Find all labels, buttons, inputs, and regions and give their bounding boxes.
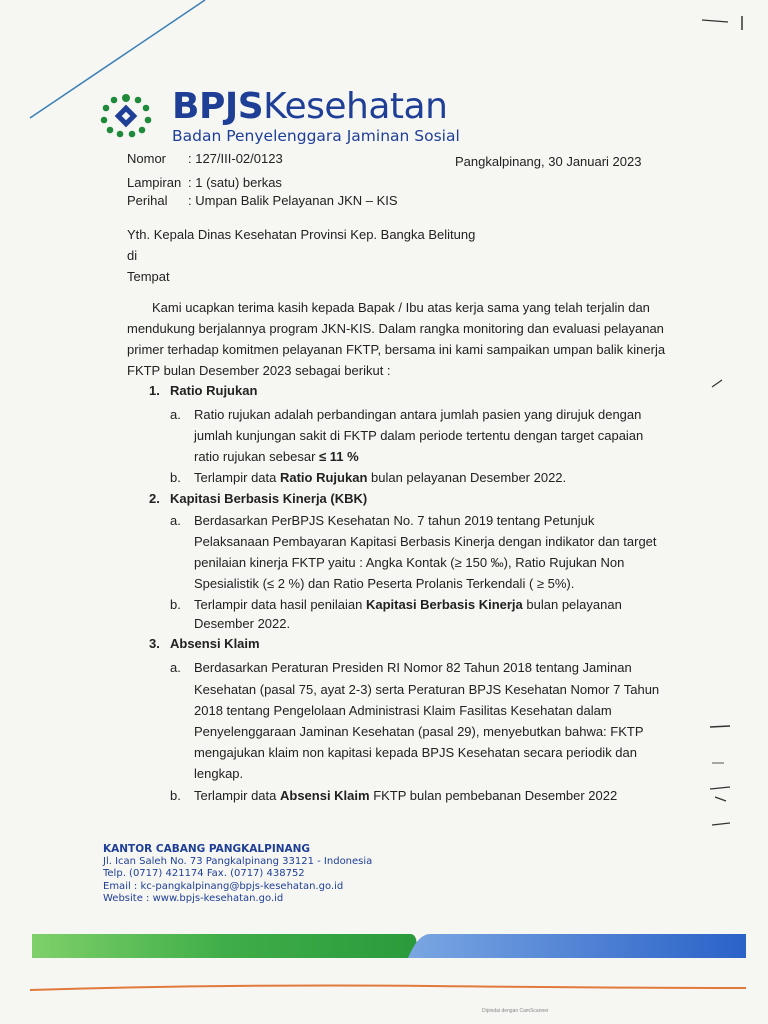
section1-a-line1: Ratio rujukan adalah perbandingan antara jumlah pasien yang dirujuk dengan xyxy=(194,407,642,422)
intro-line4: FKTP bulan Desember 2023 sebagai berikut : xyxy=(127,363,391,378)
margin-marks xyxy=(690,0,768,860)
section1-b-label: b. xyxy=(170,470,181,485)
recipient-line3: Tempat xyxy=(127,269,170,284)
section1-b-post: bulan pelayanan Desember 2022. xyxy=(367,470,567,485)
section1-target: ≤ 11 % xyxy=(319,449,359,464)
section3-b-pre: Terlampir data xyxy=(194,788,280,803)
section2-b-post: bulan pelayanan xyxy=(522,597,622,612)
section3-a-line2: Kesehatan (pasal 75, ayat 2-3) serta Peraturan BPJS Kesehatan Nomor 7 Tahun xyxy=(194,682,660,697)
intro-line3: primer terhadap komitmen pelayanan FKTP, bersama ini kami sampaikan umpan balik kinerja xyxy=(127,342,666,357)
section3-a-line1: Berdasarkan Peraturan Presiden RI Nomor 82 Tahun 2018 tentang Jaminan xyxy=(194,660,632,675)
section2-a-line4: Spesialistik (≤ 2 %) dan Ratio Peserta Prolanis Terkendali ( ≥ 5%). xyxy=(194,576,575,591)
section1-b-bold: Ratio Rujukan xyxy=(279,470,368,485)
perihal-value: : Umpan Balik Pelayanan JKN – KIS xyxy=(188,193,398,208)
section2-a-label: a. xyxy=(170,513,181,528)
section1-a-line2: jumlah kunjungan sakit di FKTP dalam periode tertentu dengan target capaian xyxy=(194,428,644,443)
nomor-value: : 127/III-02/0123 xyxy=(188,151,283,166)
section2-a-line1: Berdasarkan PerBPJS Kesehatan No. 7 tahun 2019 tentang Petunjuk xyxy=(194,513,595,528)
bpjs-logo-icon xyxy=(98,92,154,138)
section1-b-text xyxy=(194,467,566,488)
section1-a-line3-text: ratio rujukan sebesar xyxy=(194,449,320,464)
brand-title-part2: Kesehatan xyxy=(263,86,448,127)
section3-a-line3: 2018 tentang Pengelolaan Administrasi Klaim Fasilitas Kesehatan dalam xyxy=(194,703,612,718)
letter-meta xyxy=(127,151,427,211)
section3-a-label: a. xyxy=(170,660,181,675)
section3-a-line6: lengkap. xyxy=(194,766,244,781)
nomor-label: Nomor xyxy=(127,151,167,166)
brand-title xyxy=(172,86,447,127)
section1-b-pre: Terlampir data xyxy=(194,470,280,485)
section2-b-pre: Terlampir data hasil penilaian xyxy=(194,597,366,612)
section3-title: Absensi Klaim xyxy=(170,636,260,651)
footer-email: Email : kc-pangkalpinang@bpjs-kesehatan.go.id xyxy=(103,880,344,892)
recipient-line2: di xyxy=(127,248,138,263)
section2-title: Kapitasi Berbasis Kinerja (KBK) xyxy=(170,491,368,506)
lampiran-label: Lampiran xyxy=(127,175,182,190)
section2-b-label: b. xyxy=(170,597,181,612)
section1-a-line3 xyxy=(194,446,359,467)
footer-address: Jl. Ican Saleh No. 73 Pangkalpinang 33121 - Indonesia xyxy=(103,855,373,867)
footer-address-block xyxy=(103,843,372,906)
brand-subtitle: Badan Penyelenggara Jaminan Sosial xyxy=(172,127,460,145)
footer-color-band xyxy=(30,928,750,998)
perihal-label: Perihal xyxy=(127,193,168,208)
recipient-line1: Yth. Kepala Dinas Kesehatan Provinsi Kep. Bangka Belitung xyxy=(127,227,476,242)
section2-b-line2: Desember 2022. xyxy=(194,616,291,631)
brand-title-part1: BPJS xyxy=(172,86,264,127)
section3-b-post: FKTP bulan pembebanan Desember 2022 xyxy=(369,788,618,803)
intro-line1: Kami ucapkan terima kasih kepada Bapak / Ibu atas kerja sama yang telah terjalin dan xyxy=(152,300,650,315)
section1-title: Ratio Rujukan xyxy=(170,383,258,398)
section3-b-label: b. xyxy=(170,788,181,803)
section2-number: 2. xyxy=(149,491,160,506)
section1-a-label: a. xyxy=(170,407,181,422)
lampiran-value: : 1 (satu) berkas xyxy=(188,175,282,190)
footer-office: KANTOR CABANG PANGKALPINANG xyxy=(103,843,311,855)
section3-a-line5: mengajukan klaim non kapitasi kepada BPJS Kesehatan secara periodik dan xyxy=(194,745,637,760)
section3-b-text xyxy=(194,785,617,806)
section3-a-line4: Penyelenggaraan Jaminan Kesehatan (pasal 29), menyebutkan bahwa: FKTP xyxy=(194,724,644,739)
section2-a-line2: Pelaksanaan Pembayaran Kapitasi Berbasis Kinerja dengan indikator dan target xyxy=(194,534,657,549)
scan-watermark: Dipindai dengan CamScanner xyxy=(482,1008,549,1014)
footer-phone: Telp. (0717) 421174 Fax. (0717) 438752 xyxy=(103,868,305,879)
section2-b-text xyxy=(194,594,622,615)
section2-b-bold: Kapitasi Berbasis Kinerja xyxy=(365,597,523,612)
footer-website: Website : www.bpjs-kesehatan.go.id xyxy=(103,893,284,904)
section1-number: 1. xyxy=(149,383,160,398)
section3-number: 3. xyxy=(149,636,160,651)
place-date: Pangkalpinang, 30 Januari 2023 xyxy=(455,154,642,169)
section2-a-line3: penilaian kinerja FKTP yaitu : Angka Kontak (≥ 150 ‰), Ratio Rujukan Non xyxy=(194,555,625,570)
intro-line2: mendukung berjalannya program JKN-KIS. Dalam rangka monitoring dan evaluasi pelayanan xyxy=(127,321,664,336)
section3-b-bold: Absensi Klaim xyxy=(279,788,370,803)
